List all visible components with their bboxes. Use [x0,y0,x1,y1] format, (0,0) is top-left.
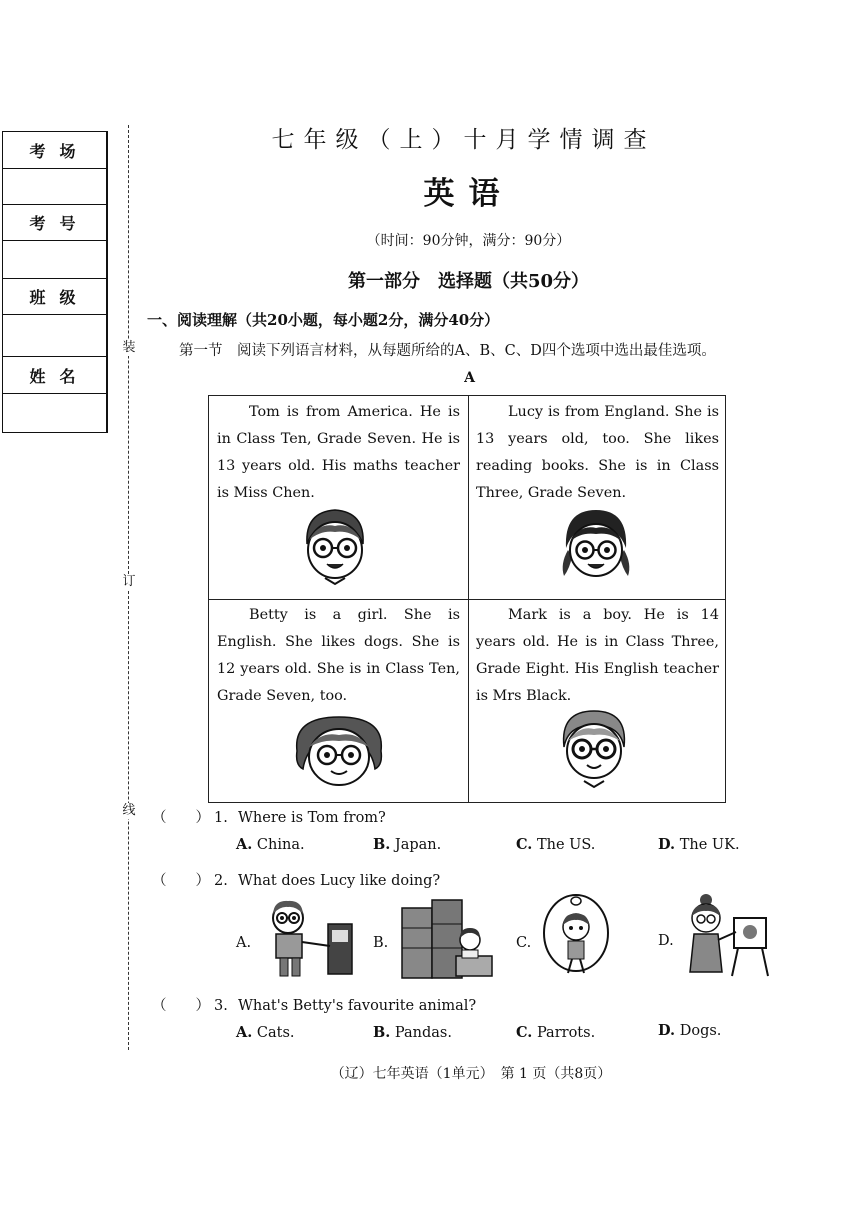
passage-text: Lucy is from England. She is 13 years old, too. She likes reading books. She is in Class Three, Grade Seven. [476,404,719,501]
option-1b[interactable]: B. Japan. [373,836,442,853]
section-heading: 一、阅读理解（共20小题，每小题2分，满分40分） [147,311,500,329]
question-text: Where is Tom from? [238,810,386,826]
option-1a[interactable]: A. China. [236,836,305,853]
field-name[interactable] [3,394,106,432]
girl-skipping-rope-icon [540,893,612,979]
passage-text: Mark is a boy. He is 14 years old. He is in Class Three, Grade Eight. His English teacher is Mrs Black. [476,607,719,704]
passage-cell-betty [209,599,468,802]
label-name: 姓名 [3,357,106,394]
label-exam-number: 考号 [3,205,106,241]
binding-mark-ding: 订 [122,574,136,589]
question-3 [152,994,476,1015]
question-text: What's Betty's favourite animal? [238,998,477,1014]
label-exam-room: 考场 [3,132,106,169]
curly-hair-girl-face-icon [291,711,387,791]
part-title: 第一部分 选择题（共50分） [347,271,590,292]
option-2c-letter[interactable]: C. [516,935,532,951]
passage-text: Betty is a girl. She is English. She likes dogs. She is 12 years old. She is in Class Ten, Grade Seven, too. [217,607,460,704]
page-footer: （辽）七年英语（1单元） 第 1 页（共8页） [330,1066,612,1082]
binding-mark-xian: 线 [122,803,136,818]
passage-cell-tom [209,396,468,599]
option-3a[interactable]: A. Cats. [236,1024,295,1041]
section-subheading: 第一节 阅读下列语言材料，从每题所给的A、B、C、D四个选项中选出最佳选项。 [179,343,716,359]
passage-grid [208,395,726,803]
question-text: What does Lucy like doing? [238,873,441,889]
answer-blank[interactable]: （ ） [152,810,210,826]
passage-label: A [464,370,475,386]
option-3d[interactable]: D. Dogs. [658,1022,722,1039]
question-number: 2. [214,873,228,889]
option-3b[interactable]: B. Pandas. [373,1024,452,1041]
binding-mark-zhuang: 装 [122,340,136,355]
option-2a-letter[interactable]: A. [236,935,252,951]
answer-blank[interactable]: （ ） [152,998,210,1014]
option-2b-letter[interactable]: B. [373,935,389,951]
answer-blank[interactable]: （ ） [152,873,210,889]
exam-title: 七年级（上）十月学情调查 [271,127,656,153]
label-class: 班级 [3,279,106,315]
girl-painting-icon [684,892,770,980]
option-3c[interactable]: C. Parrots. [516,1024,596,1041]
question-2 [152,869,440,890]
passage-cell-mark [468,599,727,802]
girl-reading-books-icon [400,896,496,980]
time-info: （时间：90分钟，满分：90分） [366,233,571,249]
passage-cell-lucy [468,396,727,599]
question-1 [152,806,386,827]
option-2d-letter[interactable]: D. [658,933,674,949]
option-1d[interactable]: D. The UK. [658,836,740,853]
boy-face-icon [299,504,371,590]
passage-text: Tom is from America. He is in Class Ten, Grade Seven. He is 13 years old. His maths teacher is Miss Chen. [217,404,460,501]
question-number: 1. [214,810,228,826]
boy-with-computer-icon [258,896,358,980]
girl-face-icon [556,504,636,588]
boy-glasses-face-icon [554,707,634,793]
field-class[interactable] [3,315,106,357]
option-1c[interactable]: C. The US. [516,836,596,853]
subject-title: 英语 [423,176,514,212]
question-number: 3. [214,998,228,1014]
